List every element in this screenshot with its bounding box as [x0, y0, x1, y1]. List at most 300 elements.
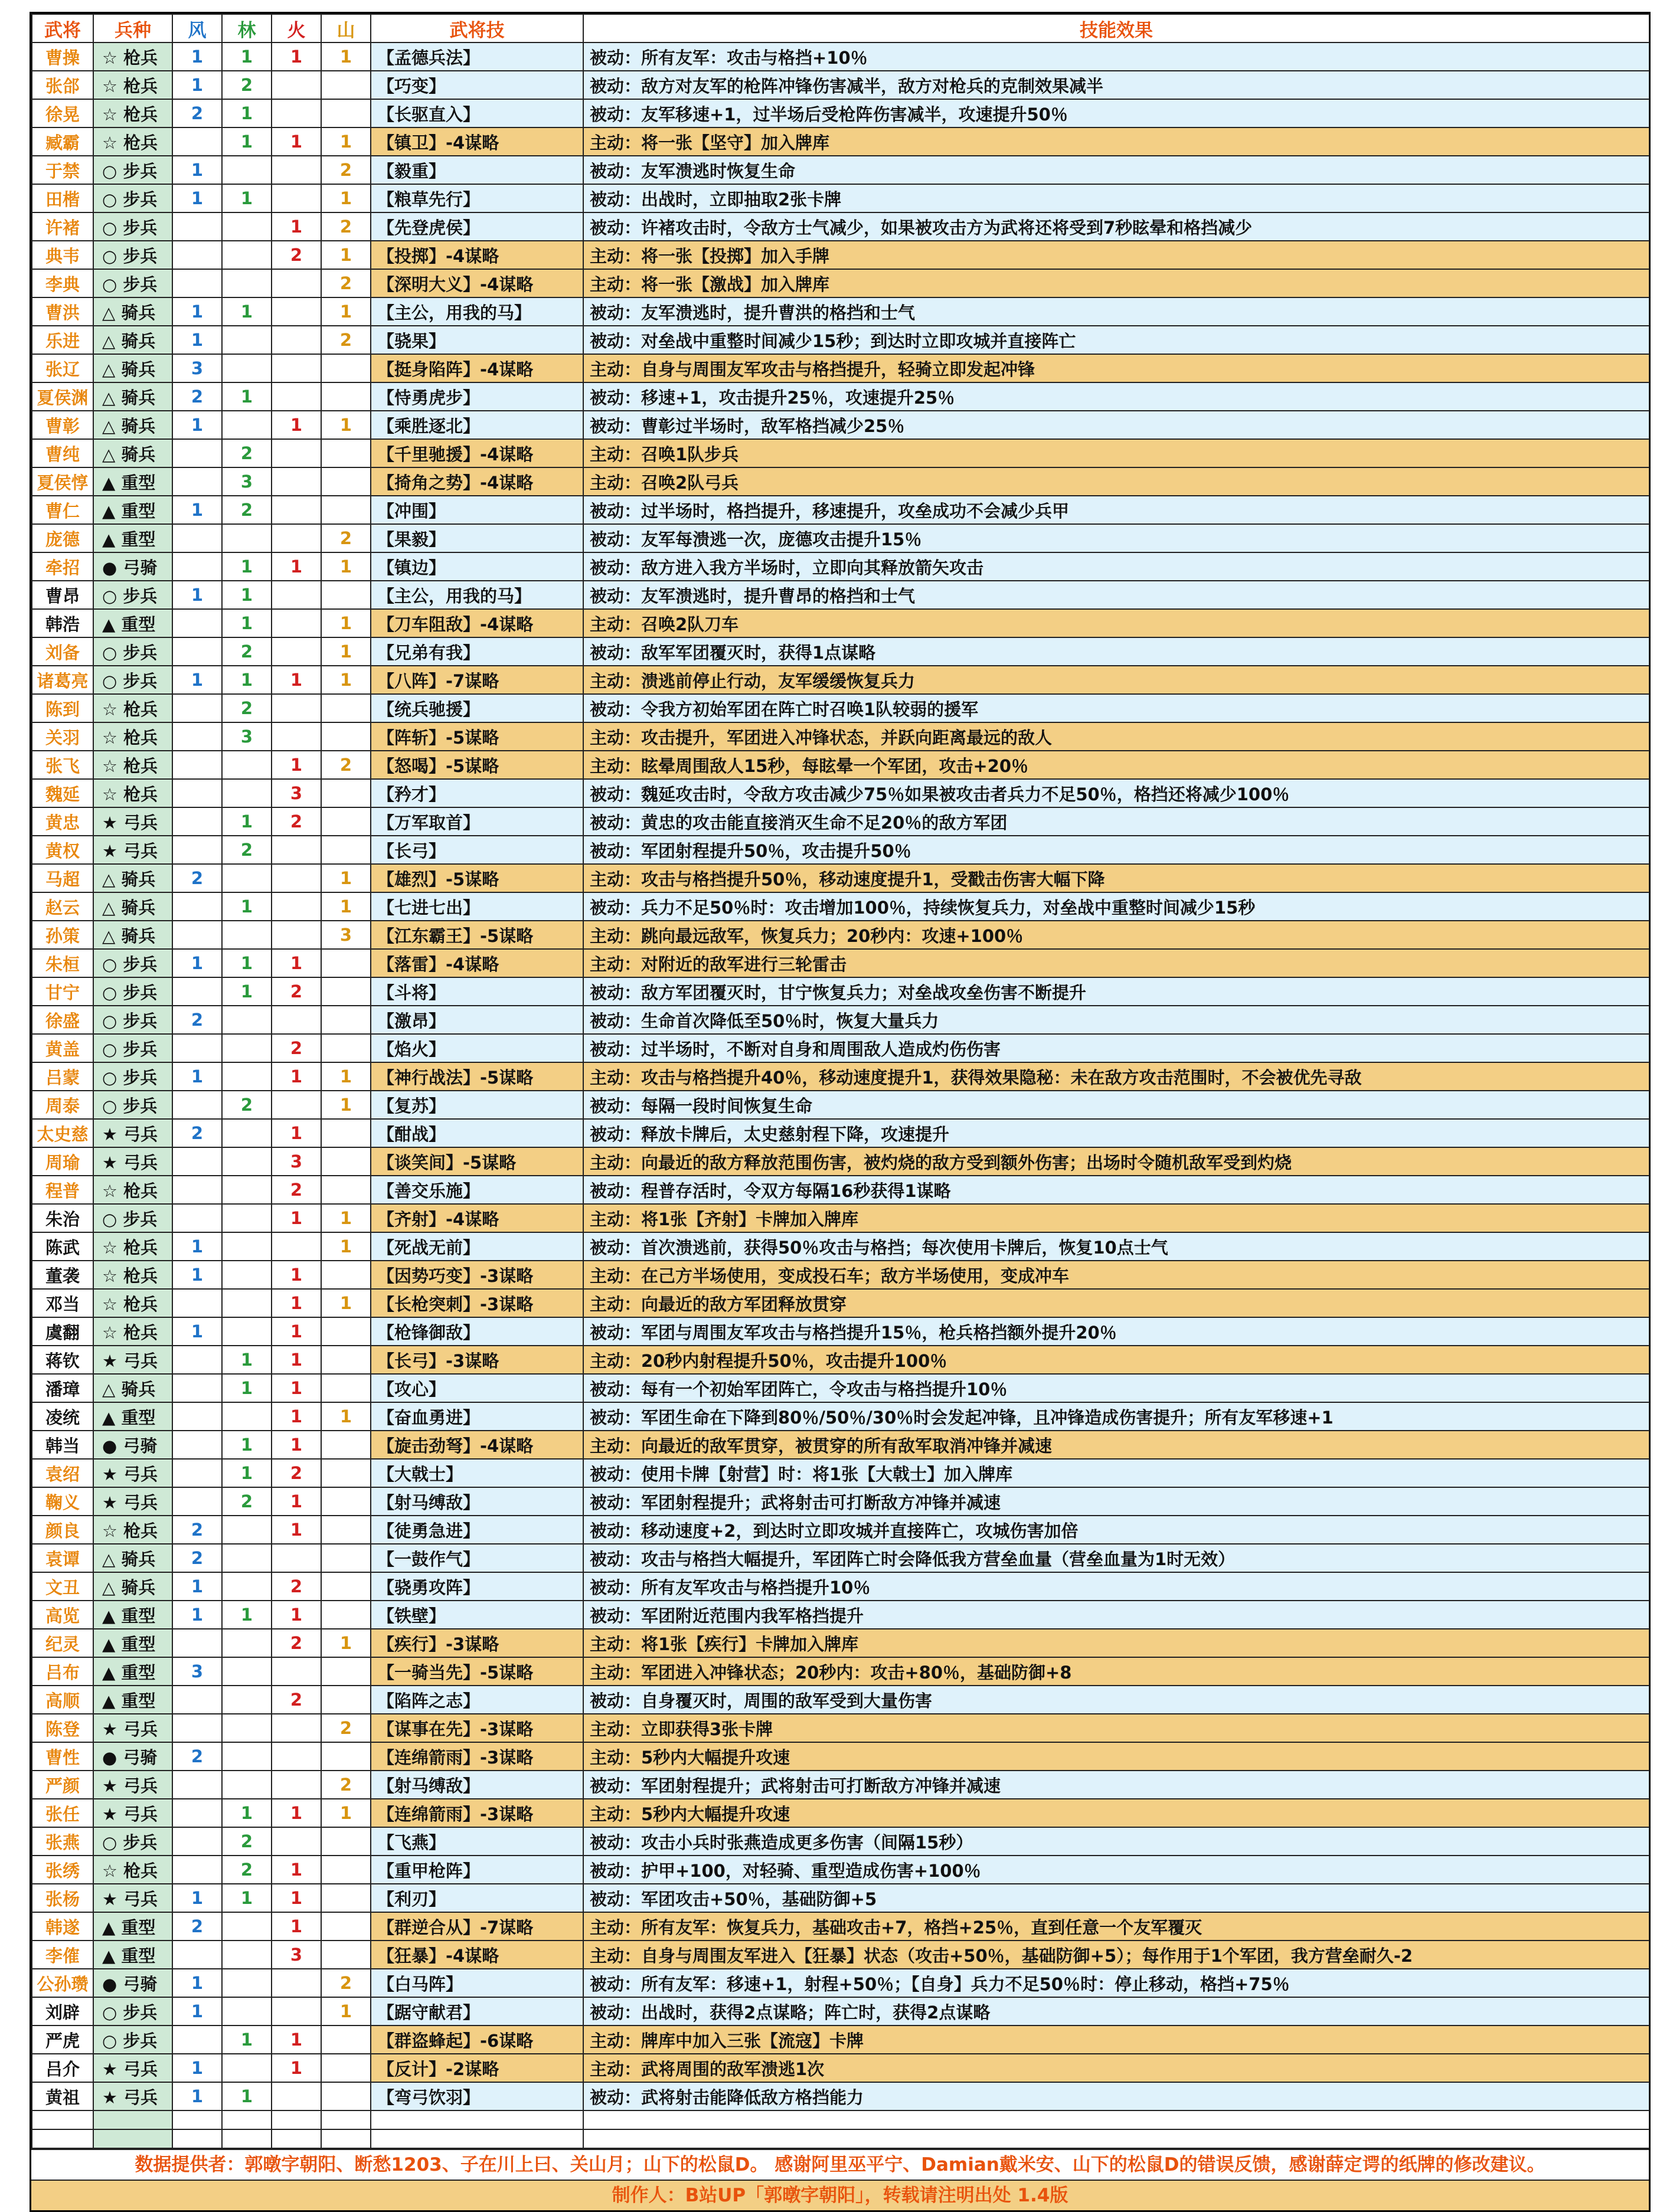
troop-type-cell: ☆ 枪兵	[93, 1317, 172, 1346]
mountain-cell	[321, 1459, 371, 1487]
troop-type-cell: ○ 步兵	[93, 212, 172, 241]
skill-effect-cell: 主动：将一张【投掷】加入手牌	[583, 241, 1649, 269]
wind-cell	[172, 1459, 222, 1487]
skill-name-cell: 【阵斩】-5谋略	[371, 722, 583, 751]
skill-effect-cell: 被动：自身覆灭时，周围的敌军受到大量伤害	[583, 1686, 1649, 1714]
fire-cell	[272, 439, 321, 467]
skill-effect-cell: 被动：护甲+100，对轻骑、重型造成伤害+100％	[583, 1856, 1649, 1884]
skill-name-cell: 【长弓】-3谋略	[371, 1346, 583, 1374]
troop-type-cell: ☆ 枪兵	[93, 779, 172, 807]
skill-name-cell: 【刀车阻敌】-4谋略	[371, 609, 583, 637]
troop-type-cell: ▲ 重型	[93, 467, 172, 496]
troop-type-cell: ☆ 枪兵	[93, 42, 172, 71]
fire-cell: 1	[272, 1856, 321, 1884]
mountain-cell: 1	[321, 1204, 371, 1232]
forest-cell	[222, 1062, 272, 1091]
forest-cell: 1	[222, 297, 272, 326]
table-row	[32, 1317, 1649, 1346]
wind-cell	[172, 269, 222, 297]
skill-name-cell: 【旋击劲弩】-4谋略	[371, 1431, 583, 1459]
skill-effect-cell: 主动：溃逃前停止行动，友军缓缓恢复兵力	[583, 666, 1649, 694]
mountain-cell: 1	[321, 1091, 371, 1119]
wind-cell: 1	[172, 581, 222, 609]
general-name-cell: 虞翻	[32, 1317, 93, 1346]
wind-cell	[172, 609, 222, 637]
table-row	[32, 1912, 1649, 1941]
troop-type-cell: ☆ 枪兵	[93, 1856, 172, 1884]
table-row	[32, 326, 1649, 354]
mountain-cell	[321, 581, 371, 609]
forest-cell: 1	[222, 1459, 272, 1487]
forest-cell	[222, 1119, 272, 1147]
forest-cell: 2	[222, 439, 272, 467]
general-name-cell: 曹彰	[32, 411, 93, 439]
forest-cell: 1	[222, 949, 272, 977]
wind-cell: 1	[172, 2082, 222, 2110]
troop-type-cell: ☆ 枪兵	[93, 694, 172, 722]
mountain-cell	[321, 1601, 371, 1629]
skill-name-cell: 【因势巧变】-3谋略	[371, 1261, 583, 1289]
wind-cell	[172, 1289, 222, 1317]
fire-cell	[272, 1827, 321, 1856]
skill-name-cell: 【镇卫】-4谋略	[371, 127, 583, 156]
table-row	[32, 694, 1649, 722]
forest-cell: 2	[222, 1827, 272, 1856]
fire-cell	[272, 581, 321, 609]
skill-effect-cell: 被动：军团射程提升；武将射击可打断敌方冲锋并减速	[583, 1771, 1649, 1799]
forest-cell	[222, 864, 272, 892]
skill-name-cell: 【怒喝】-5谋略	[371, 751, 583, 779]
fire-cell: 1	[272, 1516, 321, 1544]
general-name-cell: 陈武	[32, 1232, 93, 1261]
general-name-cell: 臧霸	[32, 127, 93, 156]
fire-cell: 1	[272, 411, 321, 439]
skill-name-cell: 【疾行】-3谋略	[371, 1629, 583, 1657]
troop-type-cell: ○ 步兵	[93, 1997, 172, 2026]
skill-name-cell: 【枪锋御敌】	[371, 1317, 583, 1346]
general-name-cell: 庞德	[32, 524, 93, 552]
fire-cell	[272, 892, 321, 921]
troop-type-cell: △ 骑兵	[93, 382, 172, 411]
fire-cell: 1	[272, 212, 321, 241]
general-name-cell: 曹洪	[32, 297, 93, 326]
forest-cell: 1	[222, 1431, 272, 1459]
table-header-row	[32, 14, 1649, 42]
skill-name-cell: 【徒勇急进】	[371, 1516, 583, 1544]
mountain-cell: 2	[321, 212, 371, 241]
forest-cell	[222, 1317, 272, 1346]
fire-cell: 1	[272, 1799, 321, 1827]
troop-type-cell: ○ 步兵	[93, 2026, 172, 2054]
skill-name-cell: 【飞燕】	[371, 1827, 583, 1856]
skill-effect-cell: 主动：牌库中加入三张【流寇】卡牌	[583, 2026, 1649, 2054]
forest-cell: 2	[222, 1856, 272, 1884]
skill-effect-cell: 被动：友军每溃逃一次，庞德攻击提升15％	[583, 524, 1649, 552]
wind-cell	[172, 1346, 222, 1374]
troop-type-cell: ▲ 重型	[93, 524, 172, 552]
forest-cell	[222, 1997, 272, 2026]
table-row	[32, 2054, 1649, 2082]
fire-cell: 1	[272, 1884, 321, 1912]
skill-effect-cell: 被动：程普存活时，令双方每隔16秒获得1谋略	[583, 1176, 1649, 1204]
mountain-cell: 2	[321, 524, 371, 552]
skill-effect-cell: 被动：军团生命在下降到80％/50％/30％时会发起冲锋，且冲锋造成伤害提升；所有友军移速+1	[583, 1402, 1649, 1431]
forest-cell: 1	[222, 42, 272, 71]
table-row	[32, 1742, 1649, 1771]
general-name-cell: 黄忠	[32, 807, 93, 836]
fire-cell	[272, 836, 321, 864]
troop-type-cell: △ 骑兵	[93, 892, 172, 921]
troop-type-cell: ★ 弓兵	[93, 1147, 172, 1176]
mountain-cell	[321, 382, 371, 411]
troop-type-cell: ☆ 枪兵	[93, 71, 172, 99]
mountain-cell: 2	[321, 1969, 371, 1997]
wind-cell: 1	[172, 1601, 222, 1629]
skill-name-cell: 【焰火】	[371, 1034, 583, 1062]
table-row	[32, 1431, 1649, 1459]
table-row	[32, 722, 1649, 751]
wind-cell	[172, 1402, 222, 1431]
fire-cell: 1	[272, 666, 321, 694]
skill-name-cell: 【踞守献君】	[371, 1997, 583, 2026]
troop-type-cell: ○ 步兵	[93, 1091, 172, 1119]
mountain-cell	[321, 1261, 371, 1289]
skill-effect-cell: 被动：军团射程提升50％，攻击提升50％	[583, 836, 1649, 864]
fire-cell: 1	[272, 2054, 321, 2082]
fire-cell: 1	[272, 949, 321, 977]
mountain-cell	[321, 1544, 371, 1572]
general-name-cell: 颜良	[32, 1516, 93, 1544]
troop-type-cell: ○ 步兵	[93, 156, 172, 184]
general-name-cell: 邓当	[32, 1289, 93, 1317]
skill-effect-cell: 被动：移速+1，攻击提升25％，攻速提升25％	[583, 382, 1649, 411]
mountain-cell	[321, 439, 371, 467]
skill-name-cell: 【群盗蜂起】-6谋略	[371, 2026, 583, 2054]
fire-cell: 2	[272, 1629, 321, 1657]
skill-name-cell: 【狂暴】-4谋略	[371, 1941, 583, 1969]
skill-effect-cell: 被动：过半场时，不断对自身和周围敌人造成灼伤伤害	[583, 1034, 1649, 1062]
troop-type-cell: ○ 步兵	[93, 637, 172, 666]
wind-cell: 1	[172, 184, 222, 212]
general-name-cell: 张辽	[32, 354, 93, 382]
fire-cell: 3	[272, 1941, 321, 1969]
skill-effect-cell: 被动：攻击与格挡大幅提升，军团阵亡时会降低我方营垒血量（营垒血量为1时无效）	[583, 1544, 1649, 1572]
forest-cell: 1	[222, 977, 272, 1006]
general-name-cell: 周瑜	[32, 1147, 93, 1176]
blank-cell	[583, 2129, 1649, 2148]
table-body	[32, 42, 1649, 2148]
fire-cell: 1	[272, 1487, 321, 1516]
fire-cell	[272, 156, 321, 184]
forest-cell	[222, 212, 272, 241]
mountain-cell: 1	[321, 552, 371, 581]
forest-cell	[222, 1572, 272, 1601]
wind-cell: 2	[172, 1912, 222, 1941]
skill-name-cell: 【骁勇攻阵】	[371, 1572, 583, 1601]
wind-cell: 1	[172, 1572, 222, 1601]
troop-type-cell: ☆ 枪兵	[93, 1516, 172, 1544]
skill-effect-cell: 被动：所有友军：移速+1，射程+50％；【自身】兵力不足50％时：停止移动，格挡+75％	[583, 1969, 1649, 1997]
blank-cell	[32, 2110, 93, 2129]
forest-cell	[222, 1941, 272, 1969]
troop-type-cell: ★ 弓兵	[93, 836, 172, 864]
skill-name-cell: 【射马缚敌】	[371, 1771, 583, 1799]
header-general: 武将	[32, 14, 93, 42]
wind-cell	[172, 1714, 222, 1742]
wind-cell: 2	[172, 864, 222, 892]
mountain-cell: 2	[321, 269, 371, 297]
skill-name-cell: 【复苏】	[371, 1091, 583, 1119]
table-row	[32, 779, 1649, 807]
skill-effect-cell: 主动：攻击提升，军团进入冲锋状态，并跃向距离最远的敌人	[583, 722, 1649, 751]
skill-effect-cell: 被动：每有一个初始军团阵亡，令攻击与格挡提升10％	[583, 1374, 1649, 1402]
fire-cell: 2	[272, 1176, 321, 1204]
table-row	[32, 1572, 1649, 1601]
mountain-cell	[321, 1856, 371, 1884]
wind-cell: 1	[172, 156, 222, 184]
general-name-cell: 朱桓	[32, 949, 93, 977]
table-row	[32, 666, 1649, 694]
fire-cell: 1	[272, 1289, 321, 1317]
wind-cell: 1	[172, 1884, 222, 1912]
general-name-cell: 潘璋	[32, 1374, 93, 1402]
skill-name-cell: 【死战无前】	[371, 1232, 583, 1261]
fire-cell	[272, 1232, 321, 1261]
troop-type-cell: ☆ 枪兵	[93, 99, 172, 127]
fire-cell: 1	[272, 127, 321, 156]
wind-cell: 3	[172, 354, 222, 382]
wind-cell: 1	[172, 42, 222, 71]
general-name-cell: 田楷	[32, 184, 93, 212]
fire-cell	[272, 467, 321, 496]
wind-cell	[172, 637, 222, 666]
table-row	[32, 1657, 1649, 1686]
skill-name-cell: 【冲围】	[371, 496, 583, 524]
mountain-cell: 1	[321, 666, 371, 694]
forest-cell	[222, 1629, 272, 1657]
fire-cell: 1	[272, 1912, 321, 1941]
skill-effect-cell: 被动：友军溃逃时，提升曹昂的格挡和士气	[583, 581, 1649, 609]
forest-cell	[222, 1912, 272, 1941]
mountain-cell	[321, 496, 371, 524]
wind-cell: 1	[172, 1969, 222, 1997]
troop-type-cell: ● 弓骑	[93, 1969, 172, 1997]
forest-cell: 2	[222, 694, 272, 722]
hero-skill-sheet	[30, 12, 1651, 2212]
table-row	[32, 354, 1649, 382]
troop-type-cell: △ 骑兵	[93, 1544, 172, 1572]
forest-cell: 3	[222, 722, 272, 751]
forest-cell	[222, 326, 272, 354]
wind-cell: 2	[172, 1544, 222, 1572]
fire-cell	[272, 71, 321, 99]
forest-cell: 2	[222, 496, 272, 524]
forest-cell: 2	[222, 1487, 272, 1516]
fire-cell	[272, 609, 321, 637]
skill-effect-cell: 主动：自身与周围友军攻击与格挡提升，轻骑立即发起冲锋	[583, 354, 1649, 382]
skill-name-cell: 【善交乐施】	[371, 1176, 583, 1204]
skill-name-cell: 【反计】-2谋略	[371, 2054, 583, 2082]
skill-effect-cell: 被动：许褚攻击时，令敌方士气减少，如果被攻击方为武将还将受到7秒眩晕和格挡减少	[583, 212, 1649, 241]
forest-cell	[222, 1969, 272, 1997]
skill-name-cell: 【粮草先行】	[371, 184, 583, 212]
fire-cell: 2	[272, 807, 321, 836]
mountain-cell: 2	[321, 1771, 371, 1799]
skill-name-cell: 【白马阵】	[371, 1969, 583, 1997]
wind-cell: 1	[172, 326, 222, 354]
troop-type-cell: ○ 步兵	[93, 184, 172, 212]
wind-cell	[172, 751, 222, 779]
wind-cell	[172, 722, 222, 751]
fire-cell: 1	[272, 1261, 321, 1289]
fire-cell: 1	[272, 1119, 321, 1147]
skill-effect-cell: 主动：5秒内大幅提升攻速	[583, 1742, 1649, 1771]
skill-effect-cell: 主动：向最近的敌方军团释放贯穿	[583, 1289, 1649, 1317]
skill-name-cell: 【主公，用我的马】	[371, 581, 583, 609]
table-row	[32, 1402, 1649, 1431]
wind-cell	[172, 127, 222, 156]
forest-cell: 1	[222, 892, 272, 921]
table-row	[32, 864, 1649, 892]
general-name-cell: 吕蒙	[32, 1062, 93, 1091]
troop-type-cell: △ 骑兵	[93, 921, 172, 949]
general-name-cell: 夏侯惇	[32, 467, 93, 496]
blank-cell	[172, 2110, 222, 2129]
fire-cell: 1	[272, 1374, 321, 1402]
skill-effect-cell: 被动：过半场时，格挡提升，移速提升，攻垒成功不会减少兵甲	[583, 496, 1649, 524]
troop-type-cell: ○ 步兵	[93, 269, 172, 297]
wind-cell: 2	[172, 99, 222, 127]
table-row	[32, 1941, 1649, 1969]
wind-cell	[172, 1856, 222, 1884]
skill-effect-cell: 被动：曹彰过半场时，敌军格挡减少25％	[583, 411, 1649, 439]
forest-cell: 2	[222, 637, 272, 666]
troop-type-cell: ○ 步兵	[93, 581, 172, 609]
wind-cell	[172, 1629, 222, 1657]
mountain-cell	[321, 467, 371, 496]
troop-type-cell: ○ 步兵	[93, 241, 172, 269]
mountain-cell	[321, 977, 371, 1006]
skill-effect-cell: 被动：出战时，立即抽取2张卡牌	[583, 184, 1649, 212]
skill-name-cell: 【长驱直入】	[371, 99, 583, 127]
general-name-cell: 刘辟	[32, 1997, 93, 2026]
general-name-cell: 典韦	[32, 241, 93, 269]
wind-cell	[172, 552, 222, 581]
table-row	[32, 1091, 1649, 1119]
skill-name-cell: 【七进七出】	[371, 892, 583, 921]
wind-cell	[172, 1771, 222, 1799]
fire-cell	[272, 1771, 321, 1799]
skill-effect-cell: 主动：将1张【疾行】卡牌加入牌库	[583, 1629, 1649, 1657]
table-row	[32, 382, 1649, 411]
skill-effect-cell: 被动：军团与周围友军攻击与格挡提升15％，枪兵格挡额外提升20％	[583, 1317, 1649, 1346]
skill-effect-cell: 主动：将一张【激战】加入牌库	[583, 269, 1649, 297]
general-name-cell: 周泰	[32, 1091, 93, 1119]
general-name-cell: 凌统	[32, 1402, 93, 1431]
general-name-cell: 张杨	[32, 1884, 93, 1912]
forest-cell: 1	[222, 1601, 272, 1629]
fire-cell	[272, 354, 321, 382]
mountain-cell: 1	[321, 411, 371, 439]
forest-cell	[222, 354, 272, 382]
forest-cell	[222, 1516, 272, 1544]
troop-type-cell: ○ 步兵	[93, 1006, 172, 1034]
troop-type-cell: ★ 弓兵	[93, 1487, 172, 1516]
general-name-cell: 韩浩	[32, 609, 93, 637]
forest-cell	[222, 1006, 272, 1034]
wind-cell	[172, 779, 222, 807]
wind-cell	[172, 1431, 222, 1459]
forest-cell	[222, 524, 272, 552]
skill-name-cell: 【矜才】	[371, 779, 583, 807]
skill-name-cell: 【铁壁】	[371, 1601, 583, 1629]
fire-cell	[272, 2082, 321, 2110]
mountain-cell	[321, 2026, 371, 2054]
mountain-cell: 3	[321, 921, 371, 949]
general-name-cell: 韩遂	[32, 1912, 93, 1941]
blank-cell	[222, 2110, 272, 2129]
general-name-cell: 曹仁	[32, 496, 93, 524]
table-row	[32, 1629, 1649, 1657]
forest-cell	[222, 156, 272, 184]
table-row	[32, 524, 1649, 552]
fire-cell: 1	[272, 42, 321, 71]
skill-effect-cell: 被动：对垒战中重整时间减少15秒；到达时立即攻城并直接阵亡	[583, 326, 1649, 354]
general-name-cell: 高览	[32, 1601, 93, 1629]
forest-cell: 1	[222, 184, 272, 212]
fire-cell: 2	[272, 1686, 321, 1714]
mountain-cell: 1	[321, 1799, 371, 1827]
skill-name-cell: 【巧变】	[371, 71, 583, 99]
skill-effect-cell: 主动：立即获得3张卡牌	[583, 1714, 1649, 1742]
mountain-cell: 1	[321, 1997, 371, 2026]
wind-cell	[172, 1799, 222, 1827]
skill-effect-cell: 被动：友军溃逃时恢复生命	[583, 156, 1649, 184]
troop-type-cell: ▲ 重型	[93, 496, 172, 524]
table-row	[32, 184, 1649, 212]
table-row	[32, 1997, 1649, 2026]
wind-cell	[172, 1487, 222, 1516]
wind-cell	[172, 892, 222, 921]
troop-type-cell: ☆ 枪兵	[93, 1261, 172, 1289]
forest-cell	[222, 1289, 272, 1317]
table-row	[32, 552, 1649, 581]
general-name-cell: 许褚	[32, 212, 93, 241]
skill-name-cell: 【骁果】	[371, 326, 583, 354]
general-name-cell: 韩当	[32, 1431, 93, 1459]
skill-name-cell: 【毅重】	[371, 156, 583, 184]
troop-type-cell: ○ 步兵	[93, 1204, 172, 1232]
skill-name-cell: 【一鼓作气】	[371, 1544, 583, 1572]
wind-cell	[172, 2026, 222, 2054]
general-name-cell: 吕介	[32, 2054, 93, 2082]
fire-cell: 3	[272, 1147, 321, 1176]
forest-cell	[222, 2054, 272, 2082]
general-name-cell: 张任	[32, 1799, 93, 1827]
fire-cell: 1	[272, 1431, 321, 1459]
fire-cell: 3	[272, 779, 321, 807]
general-name-cell: 鞠义	[32, 1487, 93, 1516]
table-row	[32, 1544, 1649, 1572]
general-name-cell: 严虎	[32, 2026, 93, 2054]
table-row	[32, 1487, 1649, 1516]
skill-name-cell: 【激昂】	[371, 1006, 583, 1034]
mountain-cell: 2	[321, 1714, 371, 1742]
table-row	[32, 1034, 1649, 1062]
mountain-cell	[321, 2082, 371, 2110]
blank-cell	[371, 2129, 583, 2148]
blank-row	[32, 2129, 1649, 2148]
